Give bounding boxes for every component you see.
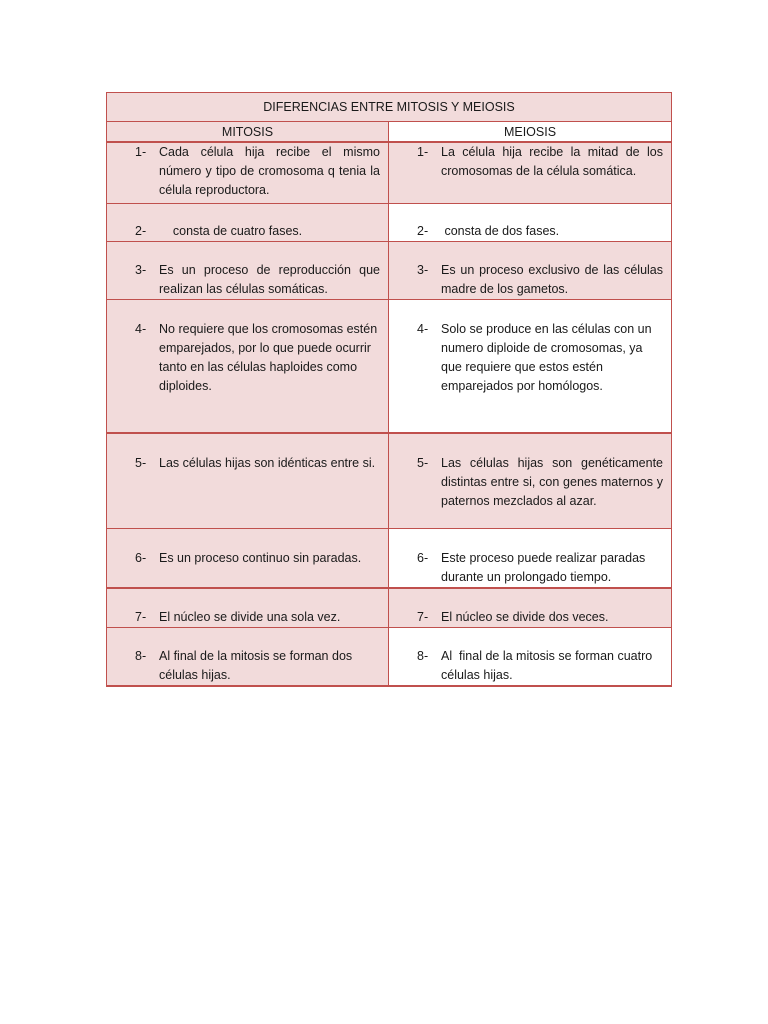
item-text: Las células hijas son genéticamente distintas entre si, con genes maternos y paternos mezclados al azar. <box>441 455 664 508</box>
item-number: 8- <box>135 649 147 663</box>
item-number: 2- <box>135 224 147 238</box>
item-number: 4- <box>135 322 147 336</box>
table-row <box>107 142 672 204</box>
item-number: 1- <box>135 145 147 159</box>
meiosis-cell <box>389 242 672 300</box>
meiosis-cell <box>389 300 672 433</box>
mitosis-cell <box>107 588 389 628</box>
item-text: Es un proceso de reproducción que realizan las células somáticas. <box>159 263 380 296</box>
meiosis-cell <box>389 529 672 589</box>
table-title: DIFERENCIAS ENTRE MITOSIS Y MEIOSIS <box>107 93 672 122</box>
table-row <box>107 529 672 589</box>
item-text: consta de dos fases. <box>441 224 560 238</box>
mitosis-cell <box>107 300 389 433</box>
item-number: 6- <box>417 551 429 565</box>
item-text: No requiere que los cromosomas estén emparejados, por lo que puede ocurrir tanto en las células haploides como diploides. <box>159 322 378 393</box>
mitosis-cell <box>107 142 389 204</box>
item-number: 8- <box>417 649 429 663</box>
table-row <box>107 628 672 687</box>
item-number: 5- <box>417 455 429 470</box>
table-row <box>107 242 672 300</box>
mitosis-cell <box>107 242 389 300</box>
item-text: Las células hijas son idénticas entre si. <box>159 455 376 470</box>
item-number: 7- <box>135 610 147 624</box>
header-mitosis: MITOSIS <box>107 122 389 143</box>
item-number: 3- <box>135 263 147 277</box>
item-number: 5- <box>135 455 147 470</box>
table-row <box>107 588 672 628</box>
meiosis-cell <box>389 433 672 529</box>
mitosis-cell <box>107 433 389 529</box>
item-text: El núcleo se divide una sola vez. <box>159 610 341 624</box>
item-text: Al final de la mitosis se forman dos células hijas. <box>159 649 353 682</box>
item-number: 4- <box>417 322 429 336</box>
item-text: Al final de la mitosis se forman cuatro células hijas. <box>441 649 656 682</box>
item-text: Este proceso puede realizar paradas durante un prolongado tiempo. <box>441 551 646 584</box>
item-text: El núcleo se divide dos veces. <box>441 610 609 624</box>
table-row <box>107 204 672 242</box>
item-number: 7- <box>417 610 429 624</box>
item-text: Es un proceso continuo sin paradas. <box>159 551 362 565</box>
meiosis-cell <box>389 142 672 204</box>
item-number: 1- <box>417 145 429 159</box>
mitosis-cell <box>107 204 389 242</box>
mitosis-cell <box>107 628 389 687</box>
meiosis-cell <box>389 204 672 242</box>
meiosis-cell <box>389 628 672 687</box>
item-text: consta de cuatro fases. <box>159 224 303 238</box>
comparison-table <box>106 92 672 687</box>
table-row <box>107 300 672 433</box>
meiosis-cell <box>389 588 672 628</box>
table-row <box>107 433 672 529</box>
item-text: La célula hija recibe la mitad de los cromosomas de la célula somática. <box>441 145 664 178</box>
header-meiosis: MEIOSIS <box>389 122 672 143</box>
item-number: 6- <box>135 551 147 565</box>
item-number: 2- <box>417 224 429 238</box>
item-number: 3- <box>417 263 429 277</box>
item-text: Cada célula hija recibe el mismo número y tipo de cromosoma q tenia la célula reproductora. <box>159 145 380 197</box>
item-text: Es un proceso exclusivo de las células madre de los gametos. <box>441 263 664 296</box>
mitosis-cell <box>107 529 389 589</box>
item-text: Solo se produce en las células con un numero diploide de cromosomas, ya que requiere que estos estén emparejados por homólogos. <box>441 322 652 393</box>
